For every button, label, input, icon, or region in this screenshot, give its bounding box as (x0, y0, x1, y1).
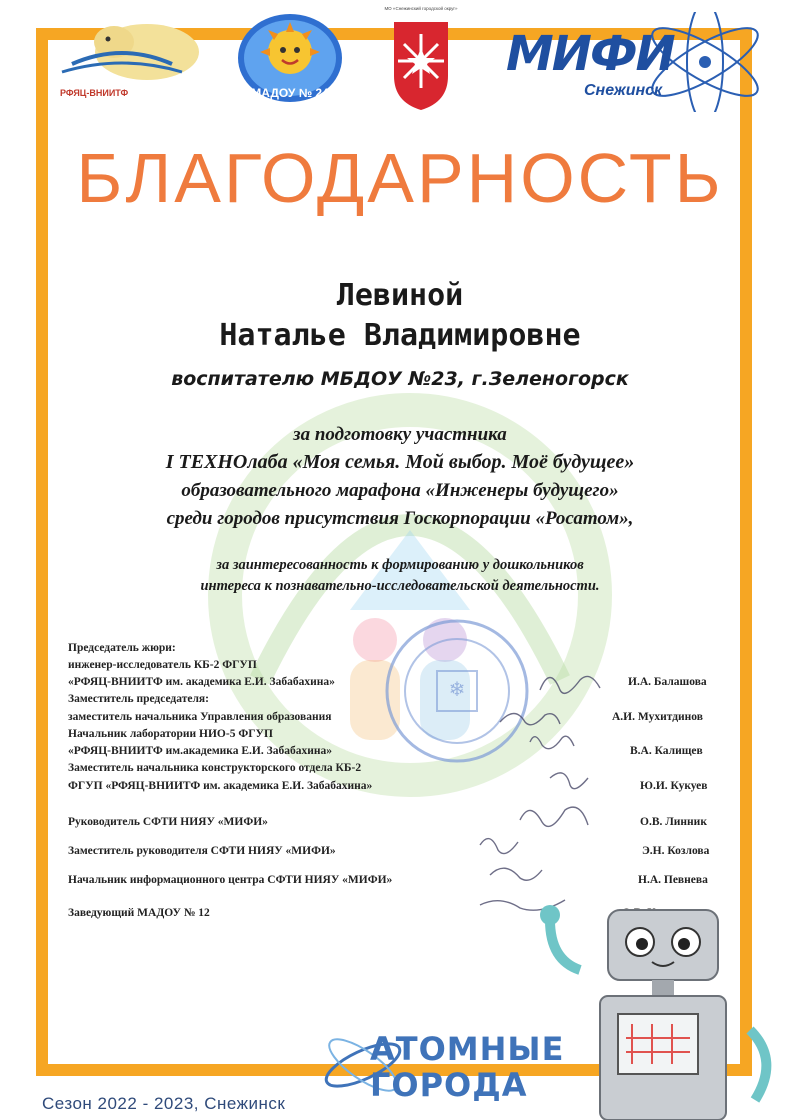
rfyac-caption: РФЯЦ-ВНИИТФ (60, 88, 129, 98)
recipient-given-names: Наталье Владимировне (219, 318, 581, 353)
reason-line-6: интереса к познавательно-исследовательской деятельности. (200, 578, 600, 594)
svg-text:❄: ❄ (448, 679, 466, 701)
madou-caption: МАДОУ № 24 (251, 86, 329, 100)
madou-logo (236, 12, 344, 108)
jury-line-11: Заместитель руководителя СФТИ НИЯУ «МИФИ» (68, 845, 336, 857)
recipient-position: воспитателю МБДОУ №23, г.Зеленогорск (171, 368, 629, 390)
reason-line-3: образовательного марафона «Инженеры будущего» (181, 480, 619, 501)
mifi-logo (500, 12, 770, 112)
recipient-surname: Левиной (336, 278, 464, 313)
handwritten-signatures (470, 660, 620, 930)
jury-signer-9: Ю.И. Кукуев (640, 780, 708, 792)
jury-signer-7: В.А. Калищев (630, 745, 703, 757)
reason-line-1: за подготовку участника (293, 424, 507, 445)
snowflake-shield-icon (380, 18, 462, 112)
jury-signer-11: Э.Н. Козлова (642, 845, 710, 857)
snezhinsk-logo (380, 6, 462, 110)
brand-line-2: ГОРОДА (370, 1066, 528, 1104)
jury-line-13: Заведующий МАДОУ № 12 (68, 907, 210, 919)
mifi-wordmark: МИФИ (506, 26, 674, 82)
jury-line-3: «РФЯЦ-ВНИИТФ им. академика Е.И. Забабахина» (68, 676, 335, 688)
jury-line-2: инженер-исследователь КБ-2 ФГУП (68, 659, 257, 671)
jury-line-6: Начальник лаборатории НИО-5 ФГУП (68, 728, 273, 740)
reason-line-2: I ТЕХНОлаба «Моя семья. Мой выбор. Моё будущее» (165, 451, 635, 473)
jury-line-7: «РФЯЦ-ВНИИТФ им.академика Е.И. Забабахина» (68, 745, 332, 757)
robot-mascot (540, 900, 790, 1120)
jury-line-9: ФГУП «РФЯЦ-ВНИИТФ им. академика Е.И. Забабахина» (68, 780, 373, 792)
season-label: Сезон 2022 - 2023, Снежинск (42, 1094, 286, 1113)
jury-signer-3: И.А. Балашова (628, 676, 707, 688)
mifi-city: Снежинск (584, 82, 663, 99)
jury-line-5: заместитель начальника Управления образования (68, 711, 332, 723)
jury-line-10: Руководитель СФТИ НИЯУ «МИФИ» (68, 816, 268, 828)
page-title: БЛАГОДАРНОСТЬ (76, 139, 724, 217)
reason-line-4: среди городов присутствия Госкорпорации «Росатом», (166, 508, 634, 529)
jury-signer-10: О.В. Линник (640, 816, 707, 828)
reason-line-5: за заинтересованность к формированию у дошкольников (216, 557, 584, 573)
jury-line-12: Начальник информационного центра СФТИ НИЯУ «МИФИ» (68, 874, 393, 886)
jury-line-1: Председатель жюри: (68, 642, 176, 654)
rfyac-logo (52, 12, 202, 104)
jury-line-8: Заместитель начальника конструкторского отдела КБ-2 (68, 762, 362, 774)
snezhinsk-caption: МО «Снежинский городской округ» (384, 6, 458, 11)
jury-signer-12: Н.А. Певнева (638, 874, 708, 886)
bear-icon (52, 12, 202, 92)
jury-line-4: Заместитель председателя: (68, 693, 209, 705)
brand-line-1: АТОМНЫЕ (370, 1030, 565, 1068)
jury-signer-5: А.И. Мухитдинов (612, 711, 703, 723)
